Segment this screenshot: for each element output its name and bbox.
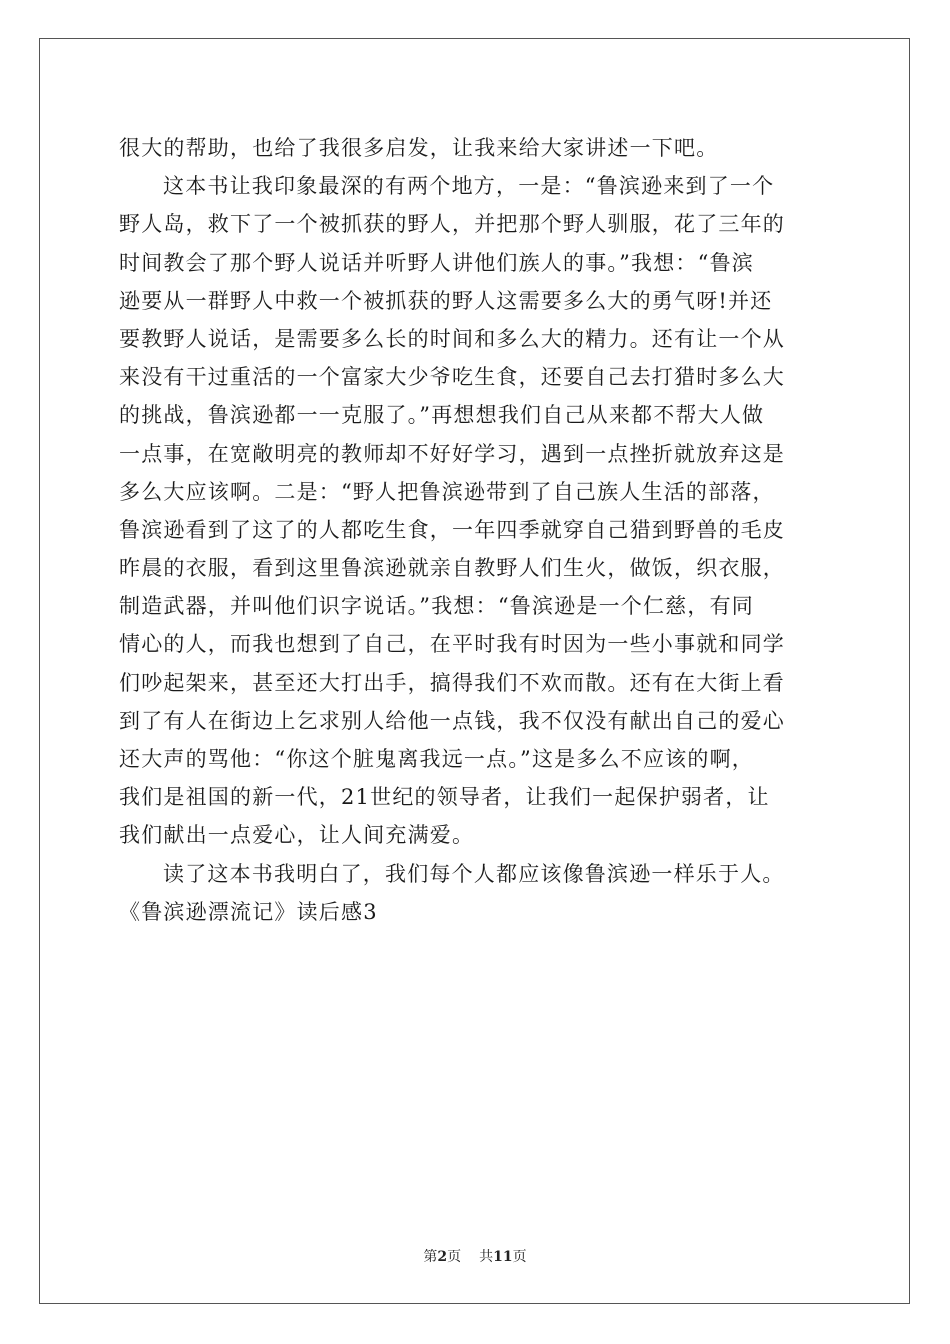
text-line: 到了有人在街边上乞求别人给他一点钱，我不仅没有献出自己的爱心: [119, 708, 785, 733]
text-line: 这本书让我印象最深的有两个地方，一是：“鲁滨逊来到了一个: [163, 174, 775, 199]
text-line: 我们献出一点爱心，让人间充满爱。: [119, 823, 475, 848]
text-line: 读了这本书我明白了，我们每个人都应该像鲁滨逊一样乐于人。: [163, 861, 785, 886]
total-prefix: 共: [479, 1249, 494, 1265]
text-line: 来没有干过重活的一个富家大少爷吃生食，还要自己去打猎时多么大: [119, 365, 785, 390]
text-line: 要教野人说话，是需要多么长的时间和多么大的精力。还有让一个从: [119, 326, 785, 351]
text-line: 多么大应该啊。二是：“野人把鲁滨逊带到了自己族人生活的部落，: [119, 479, 775, 504]
total-pages: 11: [493, 1249, 513, 1265]
text-line: 野人岛，救下了一个被抓获的野人，并把那个野人驯服，花了三年的: [119, 212, 785, 237]
page-suffix: 页: [447, 1249, 462, 1265]
text-line: 的挑战，鲁滨逊都一一克服了。”再想想我们自己从来都不帮大人做: [119, 403, 765, 428]
document-body: [119, 129, 835, 931]
text-line: 还大声的骂他：“你这个脏鬼离我远一点。”这是多么不应该的啊，: [119, 747, 754, 771]
text-line: 一点事，在宽敞明亮的教师却不好好学习，遇到一点挫折就放弃这是: [119, 441, 785, 466]
text-line: 逊要从一群野人中救一个被抓获的野人这需要多么大的勇气呀!并还: [119, 288, 773, 313]
page-number: 2: [437, 1249, 448, 1265]
total-suffix: 页: [512, 1249, 527, 1265]
section-heading: 《鲁滨逊漂流记》读后感3: [119, 899, 378, 924]
page-footer: [0, 1246, 950, 1266]
text-line: 制造武器，并叫他们识字说话。”我想：“鲁滨逊是一个仁慈，有同: [119, 594, 754, 619]
page-prefix: 第: [423, 1249, 438, 1265]
text-line: 我们是祖国的新一代，21世纪的领导者，让我们一起保护弱者，让: [119, 785, 770, 810]
text-line: 很大的帮助，也给了我很多启发，让我来给大家讲述一下吧。: [119, 136, 719, 160]
text-line: 昨晨的衣服，看到这里鲁滨逊就亲自教野人们生火，做饭，织衣服，: [119, 556, 785, 581]
text-line: 情心的人，而我也想到了自己，在平时我有时因为一些小事就和同学: [119, 632, 785, 657]
text-line: 鲁滨逊看到了这了的人都吃生食，一年四季就穿自己猎到野兽的毛皮: [119, 517, 785, 542]
text-line: 们吵起架来，甚至还大打出手，搞得我们不欢而散。还有在大街上看: [119, 670, 785, 695]
text-line: 时间教会了那个野人说话并听野人讲他们族人的事。”我想：“鲁滨: [119, 250, 754, 275]
